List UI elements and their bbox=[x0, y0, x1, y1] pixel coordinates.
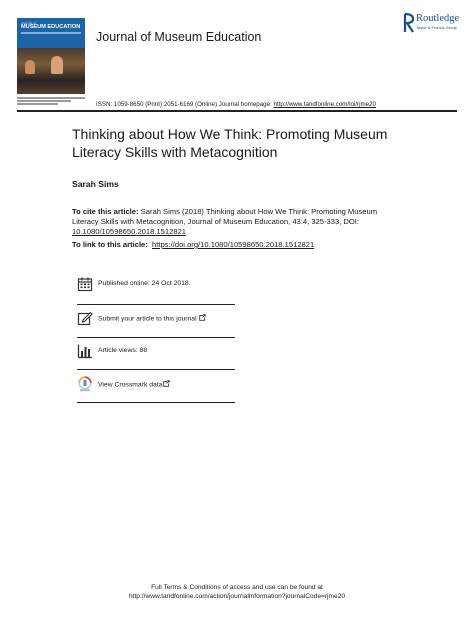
bar-chart-icon bbox=[77, 343, 93, 359]
journal-homepage-link[interactable]: http://www.tandfonline.com/loi/rjme20 bbox=[273, 101, 376, 108]
article-url-link[interactable]: https://doi.org/10.1080/10598650.2018.1512821 bbox=[152, 240, 315, 249]
article-author: Sarah Sims bbox=[72, 179, 119, 189]
journal-title: Journal of Museum Education bbox=[96, 30, 262, 44]
article-link-line bbox=[72, 240, 314, 249]
cite-label: To cite this article: bbox=[72, 207, 139, 216]
link-label: To link to this article: bbox=[72, 240, 148, 249]
footer-terms-link[interactable]: http://www.tandfonline.com/action/journalInformation?journalCode=rjme20 bbox=[128, 593, 346, 600]
edit-icon bbox=[77, 310, 93, 326]
article-views-row bbox=[77, 343, 235, 363]
divider bbox=[77, 304, 235, 305]
submit-article-row[interactable] bbox=[77, 310, 235, 330]
cite-text: Sarah Sims (2018) Thinking about How We Think: Promoting Museum Literacy Skills with Metacognition, Journal of Museum Education, 43:4, 325-333, DOI: bbox=[72, 207, 378, 226]
crossmark-row[interactable] bbox=[77, 376, 235, 396]
article-title: Thinking about How We Think: Promoting Museum Literacy Skills with Metacognition bbox=[72, 126, 388, 160]
issn-text: ISSN: 1059-8650 (Print) 2051-6169 (Online) Journal homepage: bbox=[96, 101, 274, 108]
cover-photo bbox=[17, 48, 85, 94]
divider bbox=[77, 402, 235, 403]
calendar-icon bbox=[77, 276, 93, 292]
footer-line-1: Full Terms & Conditions of access and use can be found at bbox=[151, 584, 323, 591]
doi-link[interactable]: 10.1080/10598650.2018.1512821 bbox=[72, 227, 187, 236]
crossmark-text: View Crossmark data bbox=[98, 381, 163, 389]
submit-article-link[interactable] bbox=[98, 314, 206, 323]
submit-article-text: Submit your article to this journal bbox=[98, 315, 197, 323]
divider bbox=[77, 337, 235, 338]
cover-strip bbox=[21, 32, 81, 34]
logo-brand: Routledge bbox=[416, 13, 460, 24]
header-divider bbox=[17, 110, 457, 112]
external-link-icon bbox=[163, 380, 170, 387]
logo-tagline: Taylor & Francis Group bbox=[416, 25, 457, 30]
publisher-logo bbox=[403, 13, 465, 33]
routledge-r-icon bbox=[403, 13, 414, 33]
journal-cover-image bbox=[17, 18, 85, 94]
cover-small-label: Journal of bbox=[21, 21, 37, 25]
cover-title: MUSEUM EDUCATION bbox=[21, 24, 81, 30]
published-online-row bbox=[77, 276, 235, 296]
issn-line bbox=[96, 101, 376, 108]
crossmark-icon bbox=[77, 376, 93, 392]
divider bbox=[77, 369, 235, 370]
cover-fine-print bbox=[17, 97, 85, 105]
external-link-icon bbox=[199, 314, 206, 321]
crossmark-link[interactable] bbox=[98, 380, 170, 389]
published-online-text: Published online: 24 Oct 2018. bbox=[98, 280, 191, 287]
article-views-text: Article views: 88 bbox=[98, 347, 148, 354]
citation-block bbox=[72, 207, 392, 237]
footer-terms bbox=[60, 583, 414, 601]
